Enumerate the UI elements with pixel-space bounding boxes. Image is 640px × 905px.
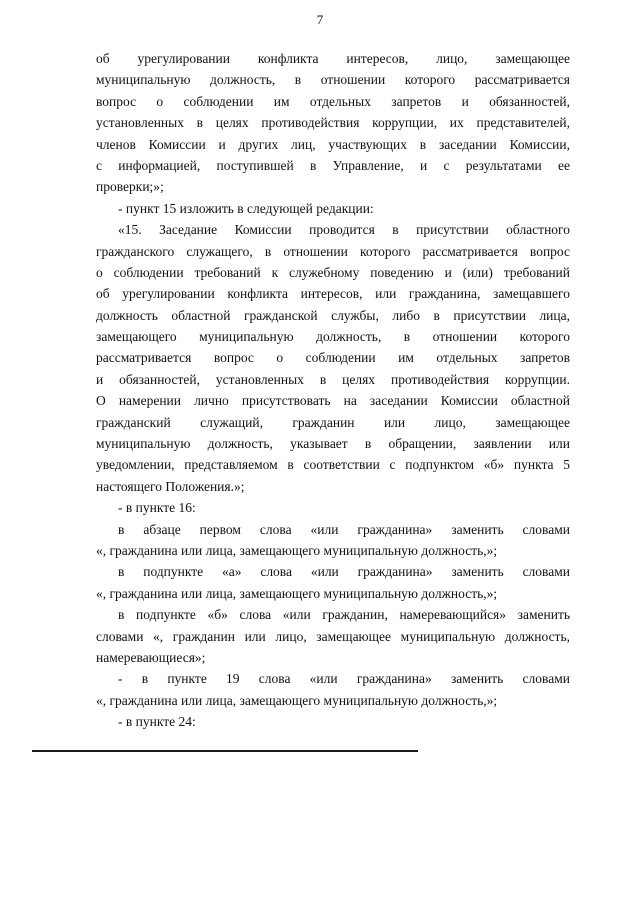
text-line: о соблюдении требований к служебному поведению и (или) требований — [96, 264, 570, 280]
text-line: гражданский служащий, гражданин или лицо, замещающее — [96, 414, 570, 430]
text-line: муниципальную должность, в отношении которого рассматривается — [96, 72, 570, 88]
text-line: замещающего муниципальную должность, в отношении которого — [96, 329, 570, 345]
text-line: должность областной гражданской службы, либо в присутствии лица, — [96, 307, 570, 323]
text-line: рассматривается вопрос о соблюдении им отдельных запретов — [96, 350, 570, 366]
document-body — [96, 48, 570, 733]
text-line: в подпункте «б» слова «или гражданин, намеревающийся» заменить — [118, 607, 570, 623]
text-line: «15. Заседание Комиссии проводится в присутствии областного — [118, 222, 570, 238]
text-line: об урегулировании конфликта интересов, лицо, замещающее — [96, 51, 570, 66]
text-line: словами «, гражданин или лицо, замещающее муниципальную должность, — [96, 628, 570, 644]
text-line: - в пункте 19 слова «или гражданина» заменить словами — [118, 671, 570, 687]
text-line: намеревающиеся»; — [96, 649, 206, 665]
page-number: 7 — [316, 12, 324, 27]
text-line: гражданского служащего, в отношении которого рассматривается вопрос — [96, 243, 570, 259]
text-line: проверки;»; — [96, 179, 164, 195]
text-line: об урегулировании конфликта интересов, или гражданина, замещавшего — [96, 286, 570, 302]
text-line: вопрос о соблюдении им отдельных запретов и обязанностей, — [96, 93, 570, 109]
text-line: и обязанностей, установленных в целях противодействия коррупции. — [96, 371, 570, 387]
text-line: членов Комиссии и других лиц, участвующих в заседании Комиссии, — [96, 136, 570, 152]
text-line: «, гражданина или лица, замещающего муниципальную должность,»; — [96, 585, 498, 601]
text-line: настоящего Положения.»; — [96, 478, 245, 494]
text-line: в абзаце первом слова «или гражданина» заменить словами — [118, 521, 570, 537]
text-line: установленных в целях противодействия коррупции, их представителей, — [96, 115, 570, 131]
text-line: О намерении лично присутствовать на заседании Комиссии областной — [96, 393, 570, 409]
text-line: - пункт 15 изложить в следующей редакции: — [118, 200, 374, 216]
text-line: - в пункте 16: — [118, 500, 196, 516]
text-line: «, гражданина или лица, замещающего муниципальную должность,»; — [96, 542, 498, 558]
text-line: муниципальную должность, указывает в обращении, заявлении или — [96, 436, 570, 452]
text-line: с информацией, поступившей в Управление, и с результатами ее — [96, 157, 570, 173]
text-line: «, гражданина или лица, замещающего муниципальную должность,»; — [96, 692, 498, 708]
footer-rule — [32, 750, 418, 752]
text-line: уведомлении, представляемом в соответствии с подпунктом «б» пункта 5 — [96, 457, 570, 473]
text-line: в подпункте «а» слова «или гражданина» заменить словами — [118, 564, 570, 580]
text-line: - в пункте 24: — [118, 714, 196, 730]
